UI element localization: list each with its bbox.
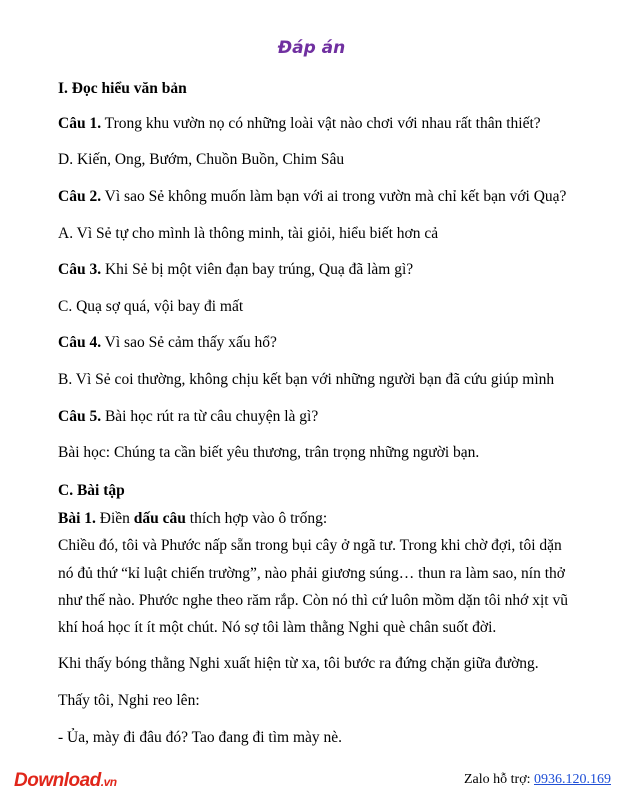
question-text: Bài học rút ra từ câu chuyện là gì? — [101, 408, 319, 425]
question-text: Khi Sẻ bị một viên đạn bay trúng, Quạ đã làm gì? — [101, 261, 414, 278]
page-title: Đáp án — [277, 38, 346, 58]
answer-3: C. Quạ sợ quá, vội bay đi mất — [58, 298, 244, 315]
download-logo[interactable] — [14, 770, 117, 792]
paragraph-line: Thấy tôi, Nghi reo lên: — [58, 692, 200, 709]
paragraph-line: Khi thấy bóng thằng Nghi xuất hiện từ xa, tôi bước ra đứng chặn giữa đường. — [58, 655, 539, 672]
exercise-prompt-text: thích hợp vào ô trống: — [185, 510, 328, 527]
exercise-prompt-text: Điền — [95, 510, 134, 527]
section-heading-exercises: C. Bài tập — [58, 482, 125, 499]
question-label: Câu 5. — [58, 408, 102, 425]
question-label: Câu 1. — [58, 115, 102, 132]
support-label: Zalo hỗ trợ: — [464, 772, 534, 787]
question-label: Câu 4. — [58, 334, 102, 351]
paragraph-line: Chiều đó, tôi và Phước nấp sẵn trong bụi cây ở ngã tư. Trong khi chờ đợi, tôi dặn — [58, 537, 562, 554]
question-text: Trong khu vườn nọ có những loài vật nào chơi với nhau rất thân thiết? — [101, 115, 541, 132]
answer-2: A. Vì Sẻ tự cho mình là thông minh, tài giỏi, hiểu biết hơn cả — [58, 225, 439, 242]
support-phone-link[interactable]: 0936.120.169 — [534, 772, 611, 787]
section-heading-reading: I. Đọc hiểu văn bản — [58, 80, 187, 97]
zalo-support — [464, 772, 611, 788]
question-4 — [58, 334, 277, 352]
paragraph-line: khí hoá học ít ít một chút. Nó sợ tôi làm thằng Nghi què chân suốt đời. — [58, 619, 497, 636]
logo-text: Download — [14, 770, 101, 791]
answer-1: D. Kiến, Ong, Bướm, Chuồn Buồn, Chim Sâu — [58, 151, 345, 168]
paragraph-line: như thế nào. Phước nghe theo răm rắp. Còn nó thì cứ luôn mồm dặn tôi nhớ xịt vũ — [58, 592, 568, 609]
question-label: Câu 3. — [58, 261, 102, 278]
question-2 — [58, 188, 566, 206]
answer-4: B. Vì Sẻ coi thường, không chịu kết bạn với những người bạn đã cứu giúp mình — [58, 371, 555, 388]
logo-tld: .vn — [100, 775, 117, 789]
question-5 — [58, 408, 318, 426]
question-text: Vì sao Sẻ không muốn làm bạn với ai trong vườn mà chỉ kết bạn với Quạ? — [101, 188, 567, 205]
question-3 — [58, 261, 413, 279]
question-label: Câu 2. — [58, 188, 102, 205]
dialogue-line: - Ủa, mày đi đâu đó? Tao đang đi tìm mày nè. — [58, 729, 343, 746]
exercise-1-prompt — [58, 510, 327, 528]
exercise-label: Bài 1. — [58, 510, 96, 527]
exercise-prompt-emphasis: dấu câu — [133, 510, 186, 527]
paragraph-line: nó đủ thứ “kỉ luật chiến trường”, nào phải giương súng… thun ra làm sao, nín thở — [58, 565, 565, 582]
question-text: Vì sao Sẻ cảm thấy xấu hổ? — [101, 334, 277, 351]
question-1 — [58, 115, 541, 133]
answer-5: Bài học: Chúng ta cần biết yêu thương, trân trọng những người bạn. — [58, 444, 480, 461]
